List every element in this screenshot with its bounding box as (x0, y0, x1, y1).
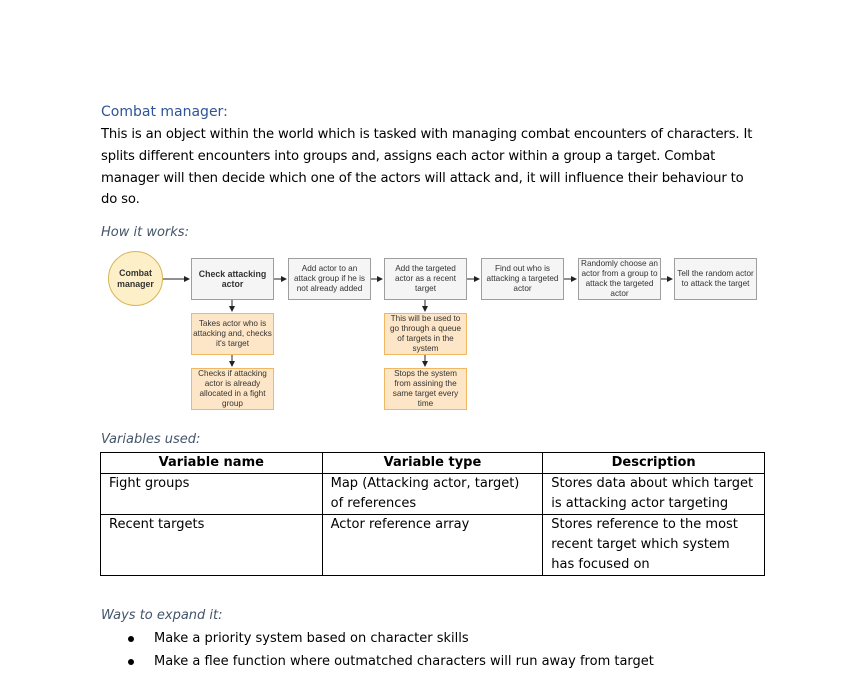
list-item-text: Make a flee function where outmatched characters will run away from target (154, 654, 654, 669)
table-cell: Map (Attacking actor, target) of references (322, 474, 543, 515)
step-label: Check attacking actor (198, 269, 267, 289)
expand-heading: Ways to expand it: (101, 608, 223, 623)
expand-list (101, 628, 654, 674)
start-node-label: Combat manager (117, 267, 154, 289)
step-label: Add the targeted actor as a recent target (395, 264, 456, 293)
variables-heading: Variables used: (101, 432, 201, 447)
step-label: Find out who is attacking a targeted actor (486, 264, 559, 293)
description-line: This is an object within the world which is tasked with managing combat encounters of characters. It (101, 127, 753, 142)
step-add-recent-target (384, 258, 467, 300)
start-node-combat-manager (108, 251, 163, 306)
step-check-attacking-actor (191, 258, 274, 300)
column-header: Variable name (101, 453, 323, 474)
note-label: Checks if attacking actor is already allocated in a fight group (198, 369, 267, 408)
variables-table (100, 452, 765, 576)
note-label: Stops the system from assining the same target every time (392, 369, 459, 408)
column-header: Description (543, 453, 765, 474)
step-tell-actor-attack (674, 258, 757, 300)
description-line: splits different encounters into groups and, assigns each actor within a group a target. Combat (101, 148, 716, 164)
description-line: do so. (101, 192, 140, 208)
column-header: Variable type (322, 453, 543, 474)
table-row (101, 474, 765, 515)
note-label: This will be used to go through a queue of targets in the system (389, 314, 462, 353)
how-it-works-heading: How it works: (101, 225, 189, 240)
note-checks-fight-group (191, 368, 274, 410)
note-checks-target (191, 313, 274, 355)
step-find-attackers (481, 258, 564, 300)
step-label: Tell the random actor to attack the target (677, 269, 754, 288)
step-label: Randomly choose an actor from a group to attack the targeted actor (581, 259, 658, 298)
section-description (101, 124, 771, 211)
list-item (101, 651, 654, 674)
bullet-icon (128, 659, 134, 665)
table-header-row (101, 453, 765, 474)
table-row (101, 515, 765, 576)
step-add-actor-to-group (288, 258, 371, 300)
step-random-choose-actor (578, 258, 661, 300)
description-line: manager will then decide which one of the actors will attack and, it will influence their behaviour to (101, 170, 744, 186)
list-item (101, 628, 654, 651)
table-cell: Actor reference array (322, 515, 543, 576)
step-label: Add actor to an attack group if he is not already added (294, 264, 365, 293)
table-cell: Stores data about which target is attacking actor targeting (543, 474, 765, 515)
bullet-icon (128, 636, 134, 642)
section-title: Combat manager: (101, 104, 228, 120)
list-item-text: Make a priority system based on character skills (154, 631, 469, 646)
note-label: Takes actor who is attacking and, checks it's target (193, 319, 272, 348)
note-target-queue (384, 313, 467, 355)
table-cell: Recent targets (101, 515, 323, 576)
note-stops-same-target (384, 368, 467, 410)
table-cell: Stores reference to the most recent target which system has focused on (543, 515, 765, 576)
table-cell: Fight groups (101, 474, 323, 515)
